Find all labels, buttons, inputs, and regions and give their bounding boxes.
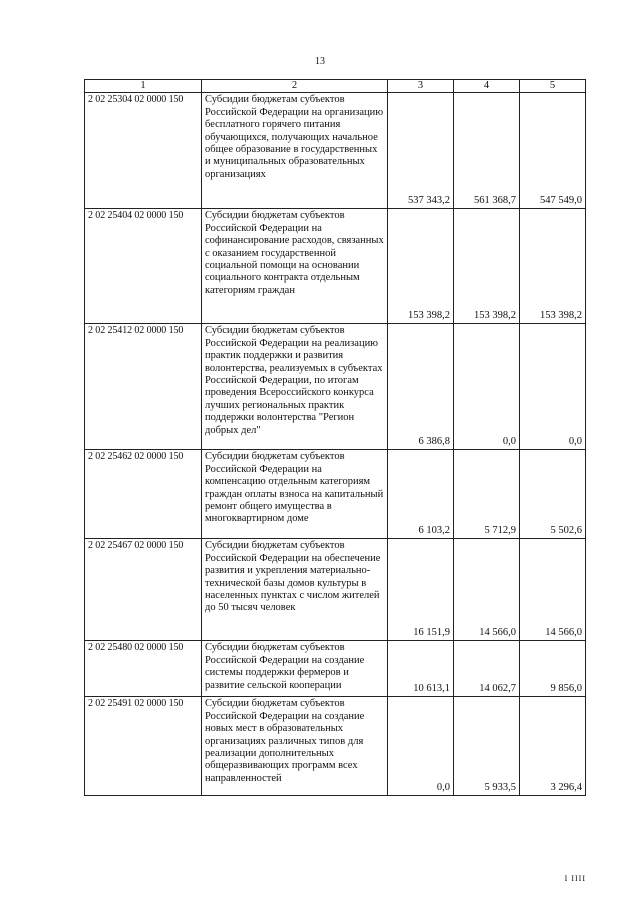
budget-item-name: Субсидии бюджетам субъектов Российской Федерации на компенсацию отдельным категориям граждан оплаты взноса на капитальный ремонт общего имущества в многоквартирном доме <box>202 450 388 539</box>
column-header: 3 <box>388 80 454 93</box>
budget-item-name: Субсидии бюджетам субъектов Российской Федерации на создание системы поддержки фермеров и развитие сельской кооперации <box>202 641 388 697</box>
column-header: 5 <box>520 80 586 93</box>
amount-col-5: 547 549,0 <box>520 93 586 209</box>
amount-col-5: 14 566,0 <box>520 539 586 641</box>
column-header: 4 <box>454 80 520 93</box>
table-row <box>85 450 586 539</box>
amount-col-3: 10 613,1 <box>388 641 454 697</box>
budget-code: 2 02 25304 02 0000 150 <box>85 93 202 209</box>
amount-col-3: 537 343,2 <box>388 93 454 209</box>
amount-col-3: 6 103,2 <box>388 450 454 539</box>
table-header-row <box>85 80 586 93</box>
budget-item-name: Субсидии бюджетам субъектов Российской Федерации на создание новых мест в образовательных организациях различных типов для реализации дополнительных общеразвивающих программ всех направленностей <box>202 697 388 796</box>
footer-barcode-mark: I IIII <box>564 874 586 883</box>
amount-col-4: 5 712,9 <box>454 450 520 539</box>
budget-code: 2 02 25491 02 0000 150 <box>85 697 202 796</box>
page-number: 13 <box>315 56 325 67</box>
amount-col-5: 5 502,6 <box>520 450 586 539</box>
amount-col-5: 153 398,2 <box>520 209 586 324</box>
amount-col-3: 16 151,9 <box>388 539 454 641</box>
budget-code: 2 02 25412 02 0000 150 <box>85 324 202 450</box>
budget-code: 2 02 25480 02 0000 150 <box>85 641 202 697</box>
budget-code: 2 02 25404 02 0000 150 <box>85 209 202 324</box>
budget-item-name: Субсидии бюджетам субъектов Российской Федерации на обеспечение развития и укрепления материально-технической базы домов культуры в населенных пунктах с числом жителей до 50 тысяч человек <box>202 539 388 641</box>
table-row <box>85 641 586 697</box>
amount-col-3: 153 398,2 <box>388 209 454 324</box>
budget-table <box>84 79 586 796</box>
table-row <box>85 324 586 450</box>
budget-code: 2 02 25467 02 0000 150 <box>85 539 202 641</box>
budget-item-name: Субсидии бюджетам субъектов Российской Федерации на реализацию практик поддержки и развития волонтерства, реализуемых в субъектах Российской Федерации, по итогам проведения Всероссийского конкурса лучших региональных практик поддержки волонтерства "Регион добрых дел" <box>202 324 388 450</box>
amount-col-4: 5 933,5 <box>454 697 520 796</box>
table-row <box>85 209 586 324</box>
column-header: 2 <box>202 80 388 93</box>
amount-col-3: 0,0 <box>388 697 454 796</box>
amount-col-4: 14 062,7 <box>454 641 520 697</box>
budget-item-name: Субсидии бюджетам субъектов Российской Федерации на софинансирование расходов, связанных с оказанием государственной социальной помощи на основании социального контракта отдельным категориям граждан <box>202 209 388 324</box>
amount-col-4: 14 566,0 <box>454 539 520 641</box>
amount-col-5: 9 856,0 <box>520 641 586 697</box>
amount-col-3: 6 386,8 <box>388 324 454 450</box>
amount-col-4: 0,0 <box>454 324 520 450</box>
amount-col-4: 153 398,2 <box>454 209 520 324</box>
table-row <box>85 539 586 641</box>
budget-item-name: Субсидии бюджетам субъектов Российской Федерации на организацию бесплатного горячего питания обучающихся, получающих начальное общее образование в государственных и муниципальных образовательных организациях <box>202 93 388 209</box>
amount-col-4: 561 368,7 <box>454 93 520 209</box>
table-row <box>85 697 586 796</box>
column-header: 1 <box>85 80 202 93</box>
budget-code: 2 02 25462 02 0000 150 <box>85 450 202 539</box>
table-row <box>85 93 586 209</box>
amount-col-5: 3 296,4 <box>520 697 586 796</box>
amount-col-5: 0,0 <box>520 324 586 450</box>
